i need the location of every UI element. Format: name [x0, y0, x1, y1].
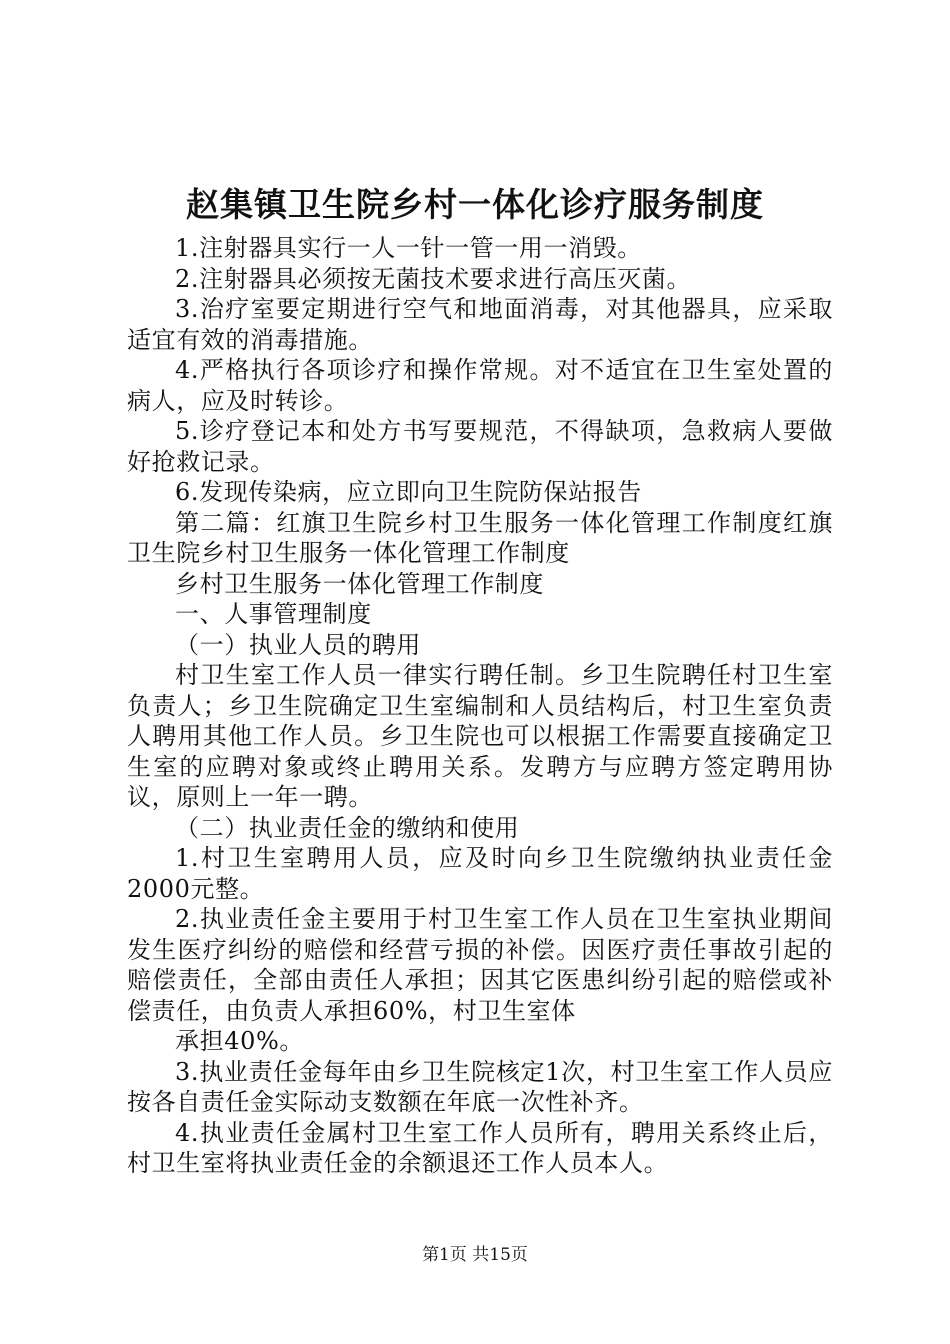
paragraph: 乡村卫生服务一体化管理工作制度 — [175, 569, 544, 598]
document-body — [127, 233, 833, 1179]
paragraph: 2.注射器具必须按无菌技术要求进行高压灭菌。 — [175, 264, 692, 293]
paragraph: 第二篇：红旗卫生院乡村卫生服务一体化管理工作制度红旗卫生院乡村卫生服务一体化管理工作制度 — [127, 508, 833, 567]
paragraph: 2.执业责任金主要用于村卫生室工作人员在卫生室执业期间发生医疗纠纷的赔偿和经营亏损的补偿。因医疗责任事故引起的赔偿责任，全部由责任人承担；因其它医患纠纷引起的赔偿或补偿责任，由负责人承担60%，村卫生室体 — [127, 905, 833, 1025]
paragraph: 1.村卫生室聘用人员，应及时向乡卫生院缴纳执业责任金2000元整。 — [127, 844, 833, 903]
document-title: 赵集镇卫生院乡村一体化诊疗服务制度 — [186, 185, 764, 224]
paragraph: 村卫生室工作人员一律实行聘任制。乡卫生院聘任村卫生室负责人；乡卫生院确定卫生室编制和人员结构后，村卫生室负责人聘用其他工作人员。乡卫生院也可以根据工作需要直接确定卫生室的应聘对象或终止聘用关系。发聘方与应聘方签定聘用协议，原则上一年一聘。 — [127, 661, 833, 811]
paragraph: 1.注射器具实行一人一针一管一用一消毁。 — [175, 234, 642, 262]
page-footer: 第1页 共15页 — [422, 1245, 528, 1265]
paragraph: 3.执业责任金每年由乡卫生院核定1次，村卫生室工作人员应按各自责任金实际动支数额在年底一次性补齐。 — [127, 1057, 833, 1116]
subsection-heading: （二）执业责任金的缴纳和使用 — [175, 813, 520, 842]
paragraph: 3.治疗室要定期进行空气和地面消毒，对其他器具，应采取适宜有效的消毒措施。 — [127, 295, 833, 354]
paragraph: 5.诊疗登记本和处方书写要规范，不得缺项，急救病人要做好抢救记录。 — [127, 417, 833, 476]
paragraph: 4.严格执行各项诊疗和操作常规。对不适宜在卫生室处置的病人，应及时转诊。 — [127, 356, 833, 415]
section-heading: 一、人事管理制度 — [175, 600, 372, 628]
paragraph: 4.执业责任金属村卫生室工作人员所有，聘用关系终止后，村卫生室将执业责任金的余额退还工作人员本人。 — [127, 1118, 833, 1177]
paragraph: 6.发现传染病，应立即向卫生院防保站报告 — [175, 478, 642, 506]
paragraph: 承担40%。 — [175, 1027, 304, 1055]
subsection-heading: （一）执业人员的聘用 — [175, 630, 421, 659]
